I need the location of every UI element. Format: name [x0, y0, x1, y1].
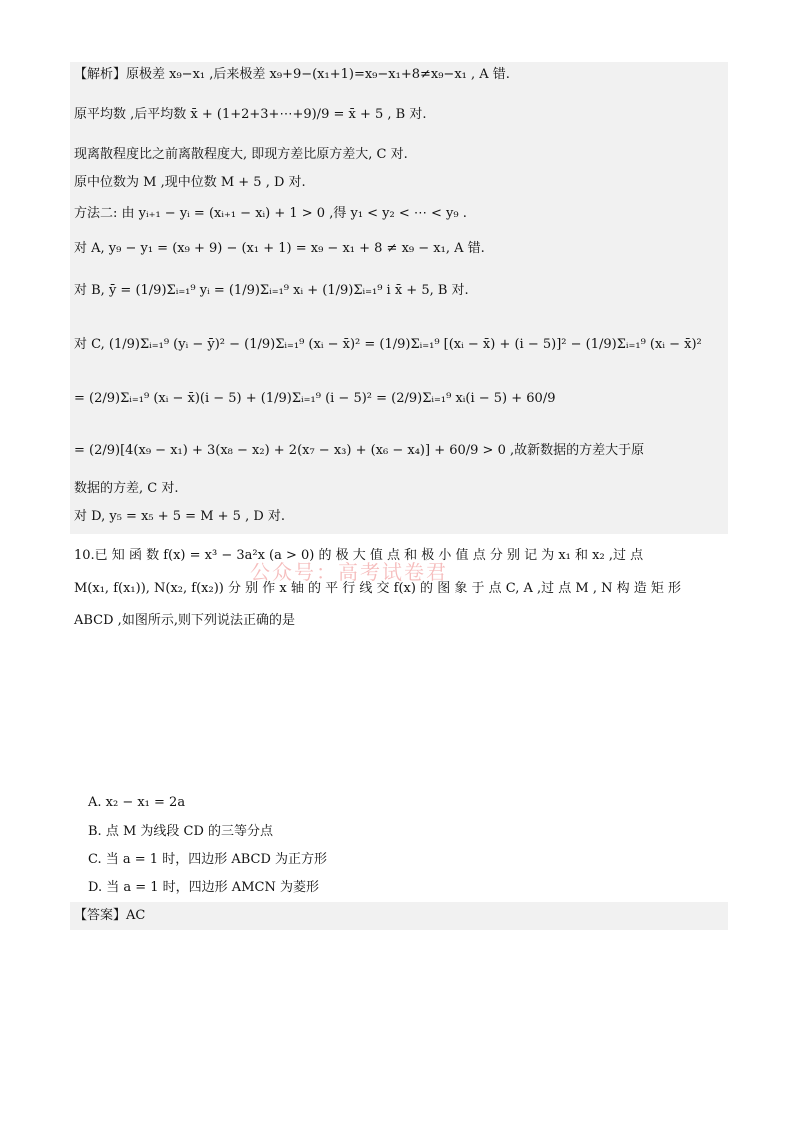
solution-line-2: 原平均数 ,后平均数 x̄ + (1+2+3+⋯+9)/9 = x̄ + 5 , B 对.: [74, 107, 427, 122]
answer-shade: [70, 902, 728, 930]
check-d-line: 对 D, y₅ = x₅ + 5 = M + 5 , D 对.: [74, 509, 286, 524]
question-10-line-3: ABCD ,如图所示,则下列说法正确的是: [74, 613, 295, 628]
option-a: A. x₂ − x₁ = 2a: [88, 795, 186, 810]
solution-line-1: 【解析】原极差 x₉−x₁ ,后来极差 x₉+9−(x₁+1)=x₉−x₁+8≠x₉−x₁ , A 错.: [74, 67, 510, 82]
watermark: 公众号：高考试卷君: [250, 560, 448, 584]
solution-line-3: 现离散程度比之前离散程度大, 即现方差比原方差大, C 对.: [74, 147, 408, 162]
question-10-line-1: 10.已 知 函 数 f(x) = x³ − 3a²x (a > 0) 的 极 大 值 点 和 极 小 值 点 分 别 记 为 x₁ 和 x₂ ,过 点: [74, 548, 644, 563]
check-a-line: 对 A, y₉ − y₁ = (x₉ + 9) − (x₁ + 1) = x₉ − x₁ + 8 ≠ x₉ − x₁, A 错.: [74, 241, 485, 256]
check-c-line-3: = (2/9)[4(x₉ − x₁) + 3(x₈ − x₂) + 2(x₇ − x₃) + (x₆ − x₄)] + 60/9 > 0 ,故新数据的方差大于原: [74, 443, 645, 458]
answer-line: 【答案】AC: [74, 908, 146, 923]
check-c-line-2: = (2/9)Σᵢ₌₁⁹ (xᵢ − x̄)(i − 5) + (1/9)Σᵢ₌₁⁹ (i − 5)² = (2/9)Σᵢ₌₁⁹ xᵢ(i − 5) + 60/9: [74, 391, 556, 406]
option-b: B. 点 M 为线段 CD 的三等分点: [88, 824, 274, 839]
check-c-line-1: 对 C, (1/9)Σᵢ₌₁⁹ (yᵢ − ȳ)² − (1/9)Σᵢ₌₁⁹ (xᵢ − x̄)² = (1/9)Σᵢ₌₁⁹ [(xᵢ − x̄) + (i − 5)]² − (1/9)Σᵢ₌₁⁹ (xᵢ − x̄)²: [74, 337, 702, 352]
question-10-line-2: M(x₁, f(x₁)), N(x₂, f(x₂)) 分 别 作 x 轴 的 平 行 线 交 f(x) 的 图 象 于 点 C, A ,过 点 M , N 构 造 矩 形: [74, 581, 681, 596]
check-b-line: 对 B, ȳ = (1/9)Σᵢ₌₁⁹ yᵢ = (1/9)Σᵢ₌₁⁹ xᵢ + (1/9)Σᵢ₌₁⁹ i x̄ + 5, B 对.: [74, 283, 469, 298]
method-two-line: 方法二: 由 yᵢ₊₁ − yᵢ = (xᵢ₊₁ − xᵢ) + 1 > 0 ,得 y₁ < y₂ < ⋯ < y₉ .: [74, 206, 467, 221]
solution-line-4: 原中位数为 M ,现中位数 M + 5 , D 对.: [74, 175, 306, 190]
check-c-line-4: 数据的方差, C 对.: [74, 481, 179, 496]
option-d: D. 当 a = 1 时，四边形 AMCN 为菱形: [88, 880, 319, 895]
option-c: C. 当 a = 1 时，四边形 ABCD 为正方形: [88, 852, 328, 867]
